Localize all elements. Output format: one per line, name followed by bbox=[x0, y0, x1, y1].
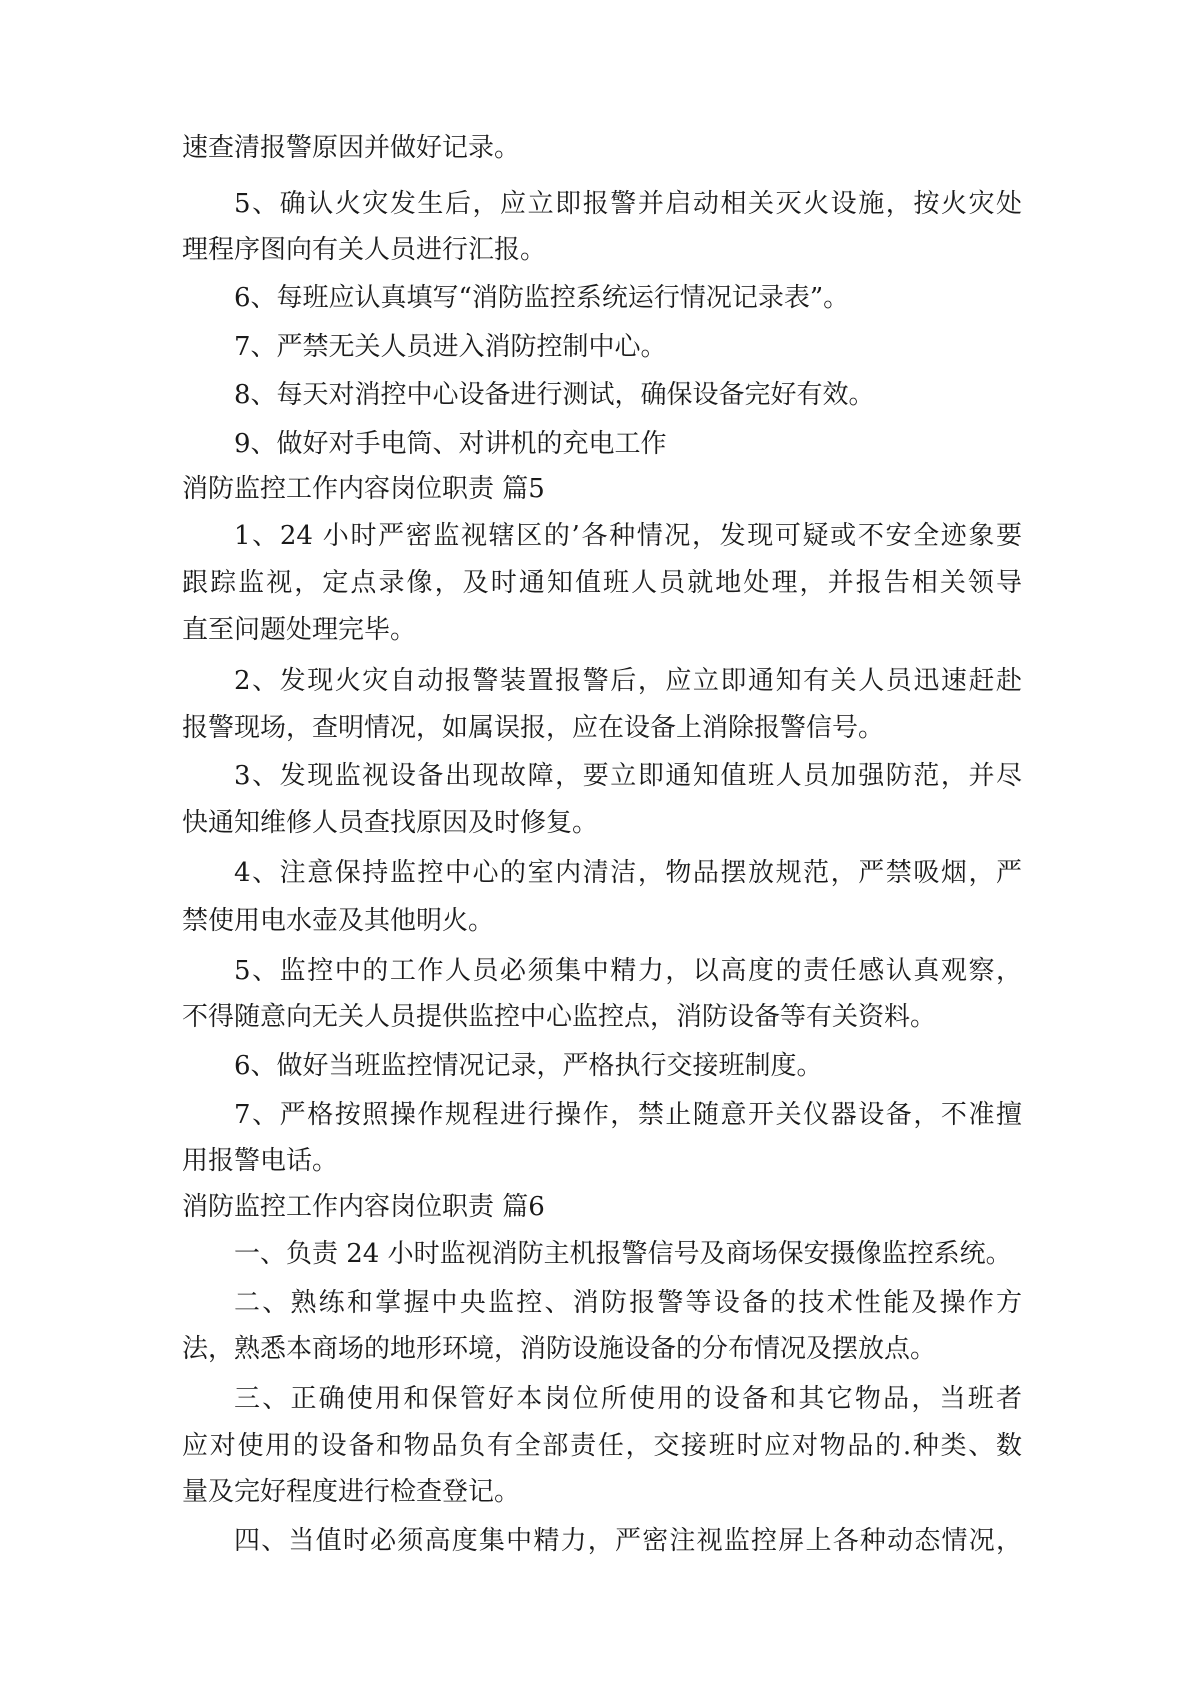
paragraph-line: 一、负责 24 小时监视消防主机报警信号及商场保安摄像监控系统。 bbox=[234, 1239, 1012, 1269]
paragraph-line: 三、正确使用和保管好本岗位所使用的设备和其它物品，当班者 bbox=[234, 1384, 1022, 1414]
paragraph-line: 6、做好当班监控情况记录，严格执行交接班制度。 bbox=[234, 1051, 823, 1081]
paragraph-line: 5、监控中的工作人员必须集中精力，以高度的责任感认真观察， bbox=[234, 956, 1022, 986]
paragraph-line: 直至问题处理完毕。 bbox=[182, 615, 417, 645]
paragraph-line: 2、发现火灾自动报警装置报警后，应立即通知有关人员迅速赶赴 bbox=[234, 666, 1022, 696]
section-heading: 消防监控工作内容岗位职责 篇6 bbox=[182, 1192, 545, 1222]
paragraph-line: 快通知维修人员查找原因及时修复。 bbox=[182, 808, 599, 838]
paragraph-line: 7、严禁无关人员进入消防控制中心。 bbox=[234, 332, 667, 362]
paragraph-line: 9、做好对手电筒、对讲机的充电工作 bbox=[234, 429, 667, 459]
paragraph-line: 跟踪监视，定点录像，及时通知值班人员就地处理，并报告相关领导 bbox=[182, 568, 1022, 598]
paragraph-line: 4、注意保持监控中心的室内清洁，物品摆放规范，严禁吸烟，严 bbox=[234, 858, 1022, 888]
paragraph-line: 二、熟练和掌握中央监控、消防报警等设备的技术性能及操作方 bbox=[234, 1288, 1022, 1318]
paragraph-line: 用报警电话。 bbox=[182, 1146, 339, 1176]
paragraph-line: 8、每天对消控中心设备进行测试，确保设备完好有效。 bbox=[234, 380, 875, 410]
paragraph-line: 禁使用电水壶及其他明火。 bbox=[182, 906, 495, 936]
paragraph-line: 报警现场，查明情况，如属误报，应在设备上消除报警信号。 bbox=[182, 713, 885, 743]
paragraph-line: 7、严格按照操作规程进行操作，禁止随意开关仪器设备，不准擅 bbox=[234, 1100, 1022, 1130]
paragraph-line: 1、24 小时严密监视辖区的’各种情况，发现可疑或不安全迹象要 bbox=[234, 521, 1022, 551]
paragraph-line: 理程序图向有关人员进行汇报。 bbox=[182, 235, 547, 265]
paragraph-line: 速查清报警原因并做好记录。 bbox=[182, 133, 521, 163]
paragraph-line: 四、当值时必须高度集中精力，严密注视监控屏上各种动态情况， bbox=[234, 1526, 1022, 1556]
paragraph-line: 5、确认火灾发生后，应立即报警并启动相关灭火设施，按火灾处 bbox=[234, 189, 1022, 219]
paragraph-line: 不得随意向无关人员提供监控中心监控点，消防设备等有关资料。 bbox=[182, 1002, 937, 1032]
paragraph-line: 量及完好程度进行检查登记。 bbox=[182, 1477, 521, 1507]
paragraph-line: 3、发现监视设备出现故障，要立即通知值班人员加强防范，并尽 bbox=[234, 761, 1022, 791]
paragraph-line: 法，熟悉本商场的地形环境，消防设施设备的分布情况及摆放点。 bbox=[182, 1334, 937, 1364]
paragraph-line: 6、每班应认真填写“消防监控系统运行情况记录表”。 bbox=[234, 283, 850, 313]
paragraph-line: 应对使用的设备和物品负有全部责任，交接班时应对物品的.种类、数 bbox=[182, 1431, 1022, 1461]
section-heading: 消防监控工作内容岗位职责 篇5 bbox=[182, 474, 545, 504]
